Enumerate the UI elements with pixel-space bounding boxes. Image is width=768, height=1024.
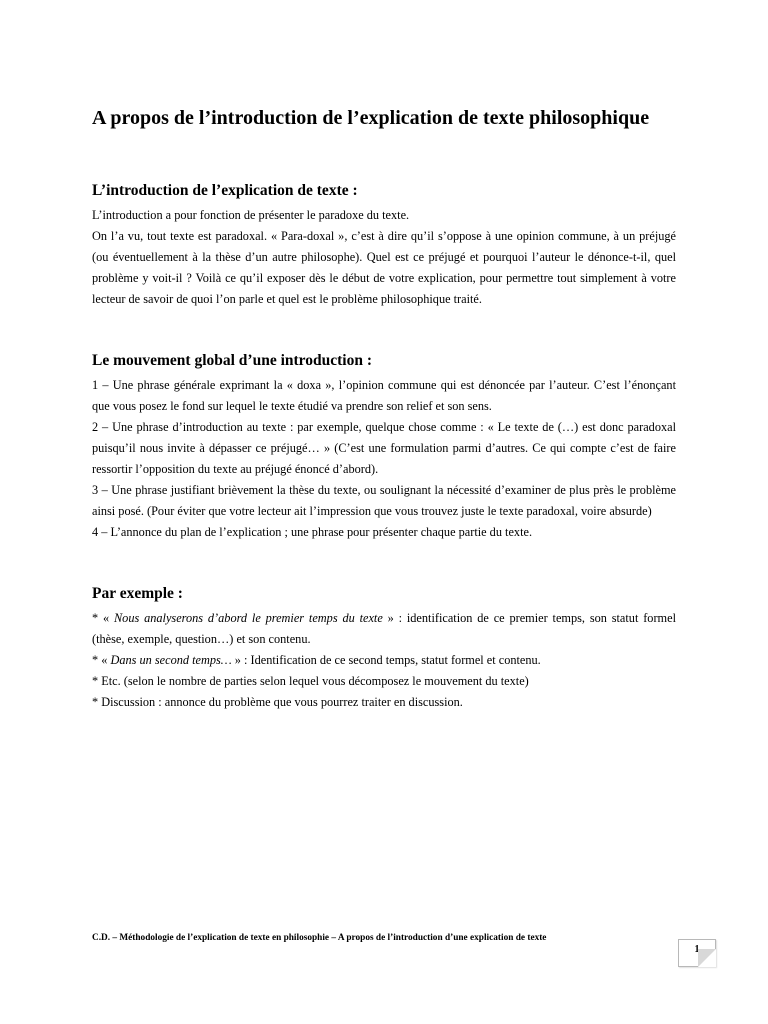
example-quote: Nous analyserons d’abord le premier temps du texte (113, 611, 383, 625)
numbered-step: 1 – Une phrase générale exprimant la « doxa », l’opinion commune qui est dénoncée par l’auteur. C’est l’énonçant que vous posez le fond sur lequel le texte étudié va prendre son relief et son sens. (92, 378, 676, 413)
page-number-box (678, 939, 716, 967)
example-item: * Etc. (selon le nombre de parties selon lequel vous décomposez le mouvement du texte) (92, 674, 529, 688)
section-heading: Le mouvement global d’une introduction : (92, 352, 373, 369)
paragraph: L’introduction a pour fonction de présenter le paradoxe du texte. (92, 208, 410, 222)
example-item: * Discussion : annonce du problème que vous pourrez traiter en discussion. (92, 695, 463, 709)
example-item: * « Dans un second temps… » : Identification de ce second temps, statut formel et contenu. (92, 653, 541, 667)
numbered-step: 4 – L’annonce du plan de l’explication ; une phrase pour présenter chaque partie du texte. (92, 525, 533, 539)
section-heading: L’introduction de l’explication de texte : (92, 182, 358, 199)
numbered-step: 3 – Une phrase justifiant brièvement la thèse du texte, ou soulignant la nécessité d’examiner de plus près le problème ainsi posé. (Pour éviter que votre lecteur ait l’impression que vous trouvez juste le texte paradoxal, voire absurde) (92, 483, 676, 518)
section-heading: Par exemple : (92, 585, 183, 602)
example-item: * « Nous analyserons d’abord le premier temps du texte » : identification de ce premier temps, son statut formel (thèse, exemple, question…) et son contenu. (92, 611, 676, 646)
numbered-step: 2 – Une phrase d’introduction au texte : par exemple, quelque chose comme : « Le texte de (…) est donc paradoxal puisqu’il nous invite à dépasser ce préjugé… » (C’est une formulation parmi d’autres. Ce qui compte c’est de faire ressortir l’opposition du texte au préjugé énoncé d’abord). (92, 420, 676, 476)
page-corner-fold-icon (698, 949, 716, 967)
paragraph: On l’a vu, tout texte est paradoxal. « Para-doxal », c’est à dire qu’il s’oppose à une opinion commune, à un préjugé (ou éventuellement à la thèse d’un autre philosophe). Quel est ce préjugé et pourquoi l’auteur le dénonce-t-il, quel problème y voit-il ? Voilà ce qu’il exposer dès le début de votre explication, pour permettre tout simplement à votre lecteur de savoir de quoi l’on parle et quel est le problème philosophique traité. (92, 229, 676, 306)
document-title: A propos de l’introduction de l’explication de texte philosophique (92, 107, 650, 129)
section-par-exemple (92, 584, 676, 713)
section-mouvement-global (92, 351, 676, 543)
example-quote: Dans un second temps… (110, 653, 232, 667)
page-number: 1 (694, 944, 700, 955)
footer-text: C.D. – Méthodologie de l’explication de texte en philosophie – A propos de l’introduction d’une explication de texte (92, 933, 547, 943)
section-introduction (92, 181, 676, 310)
